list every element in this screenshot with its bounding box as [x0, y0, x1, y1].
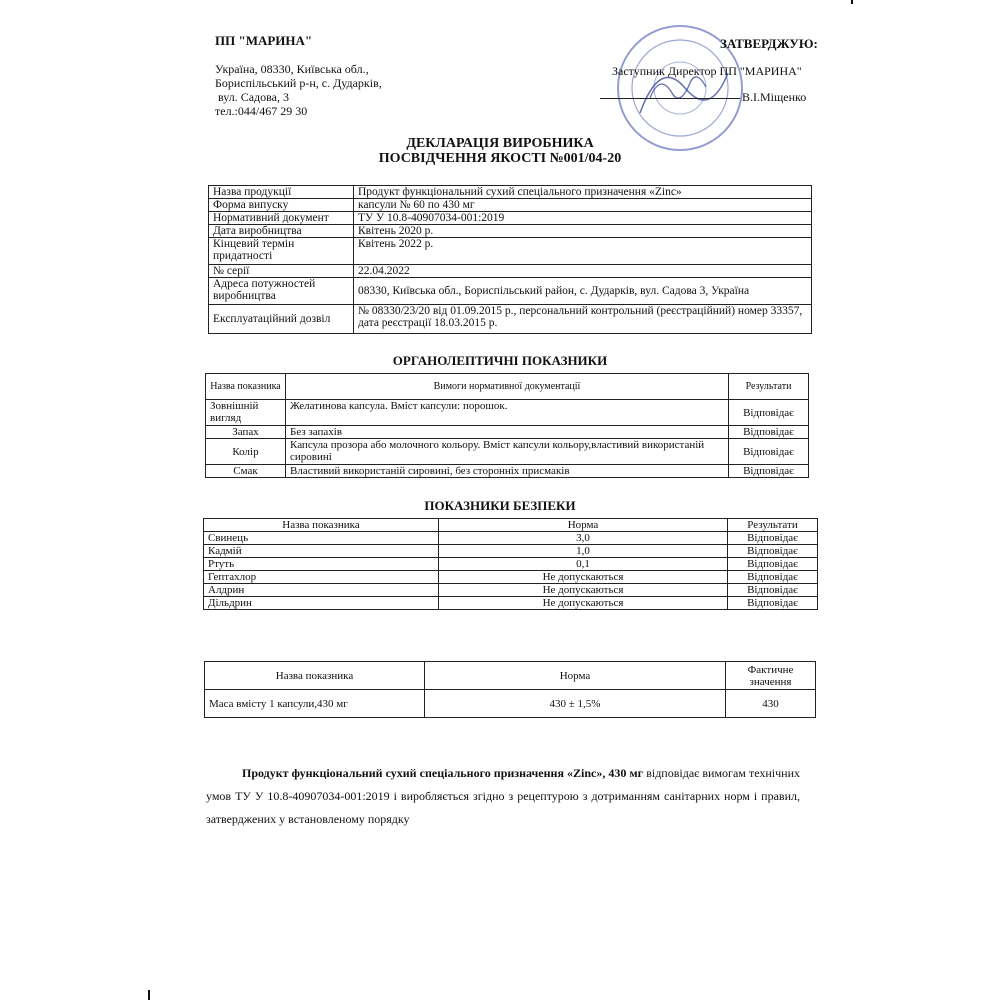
- indicator-name: Алдрин: [204, 584, 439, 597]
- row-value: Квітень 2022 р.: [354, 238, 812, 265]
- result: Відповідає: [728, 558, 818, 571]
- requirement: Без запахів: [286, 426, 729, 439]
- table-header-row: [204, 519, 818, 532]
- requirement: Властивий використаній сировині, без сторонніх присмаків: [286, 465, 729, 478]
- table-row: [204, 584, 818, 597]
- company-address: [215, 62, 382, 118]
- result: Відповідає: [728, 597, 818, 610]
- scan-mark: [851, 0, 853, 4]
- row-value: № 08330/23/20 від 01.09.2015 р., персональний контрольний (реєстраційний) номер 33357, дата реєстрації 18.03.2015 р.: [354, 305, 812, 334]
- table-header-row: [206, 374, 809, 400]
- conclusion-product: Продукт функціональний сухий спеціального призначення «Zinc», 430 мг: [242, 766, 644, 780]
- product-info-table: [208, 185, 812, 334]
- requirement: Капсула прозора або молочного кольору. Вміст капсули кольору,властивий використаній сировині: [286, 439, 729, 465]
- indicator-name: Зовнішній вигляд: [206, 400, 286, 426]
- result: Відповідає: [729, 439, 809, 465]
- column-header: Результати: [729, 374, 809, 400]
- norm: 3,0: [439, 532, 728, 545]
- table-row: [209, 305, 812, 334]
- row-value: Квітень 2020 р.: [354, 225, 812, 238]
- row-value: ТУ У 10.8-40907034-001:2019: [354, 212, 812, 225]
- table-row: [209, 199, 812, 212]
- indicator-name: Кадмій: [204, 545, 439, 558]
- column-header: Фактичне значення: [726, 662, 816, 690]
- column-header: Норма: [425, 662, 726, 690]
- document-subtitle: ПОСВІДЧЕННЯ ЯКОСТІ №001/04-20: [378, 151, 622, 166]
- indicator-name: Колір: [206, 439, 286, 465]
- actual-value: 430: [726, 690, 816, 718]
- mass-table: [204, 661, 816, 718]
- column-header: Результати: [728, 519, 818, 532]
- table-row: [205, 690, 816, 718]
- column-header: Назва показника: [205, 662, 425, 690]
- table-row: [209, 186, 812, 199]
- norm: Не допускаються: [439, 571, 728, 584]
- approver-role: Заступник Директор ПП "МАРИНА": [612, 64, 802, 78]
- phone: тел.:044/467 29 30: [215, 104, 308, 118]
- row-value: 08330, Київська обл., Бориспільський район, с. Дударків, вул. Садова 3, Україна: [354, 278, 812, 305]
- table-row: [206, 426, 809, 439]
- scan-mark: [148, 990, 150, 1000]
- safety-heading: ПОКАЗНИКИ БЕЗПЕКИ: [424, 498, 576, 513]
- table-row: [209, 212, 812, 225]
- column-header: Назва показника: [206, 374, 286, 400]
- conclusion-text: відповідає вимогам технічних умов ТУ У 10.8-40907034-001:2019 і виробляється згідно з рецептурою з дотриманням санітарних норм і правил, затверджених у встановленому порядку: [206, 766, 801, 826]
- table-header-row: [205, 662, 816, 690]
- norm: Не допускаються: [439, 597, 728, 610]
- result: Відповідає: [728, 571, 818, 584]
- indicator-name: Дільдрин: [204, 597, 439, 610]
- signature-line: [600, 98, 740, 99]
- address-line: Україна, 08330, Київська обл.,: [215, 62, 369, 76]
- table-row: [204, 558, 818, 571]
- norm: 430 ± 1,5%: [425, 690, 726, 718]
- table-row: [206, 439, 809, 465]
- row-label: Нормативний документ: [209, 212, 354, 225]
- row-label: Кінцевий термін придатності: [209, 238, 354, 265]
- conclusion-paragraph: [206, 762, 800, 831]
- document-title: ДЕКЛАРАЦІЯ ВИРОБНИКА: [406, 136, 594, 151]
- table-row: [204, 545, 818, 558]
- table-row: [209, 225, 812, 238]
- table-row: [204, 571, 818, 584]
- indicator-name: Маса вмісту 1 капсули,430 мг: [205, 690, 425, 718]
- column-header: Норма: [439, 519, 728, 532]
- address-line: Бориспільський р-н, с. Дударків,: [215, 76, 382, 90]
- row-label: Адреса потужностей виробництва: [209, 278, 354, 305]
- approver-name: В.І.Міщенко: [742, 90, 807, 104]
- indicator-name: Гептахлор: [204, 571, 439, 584]
- result: Відповідає: [729, 465, 809, 478]
- result: Відповідає: [729, 426, 809, 439]
- organoleptic-table: [205, 373, 809, 478]
- result: Відповідає: [728, 584, 818, 597]
- column-header: Назва показника: [204, 519, 439, 532]
- row-label: Назва продукції: [209, 186, 354, 199]
- indicator-name: Смак: [206, 465, 286, 478]
- result: Відповідає: [728, 532, 818, 545]
- result: Відповідає: [729, 400, 809, 426]
- company-name: ПП "МАРИНА": [215, 33, 313, 48]
- row-label: № серії: [209, 265, 354, 278]
- organoleptic-heading: ОРГАНОЛЕПТИЧНІ ПОКАЗНИКИ: [392, 353, 608, 368]
- table-row: [204, 532, 818, 545]
- row-value: 22.04.2022: [354, 265, 812, 278]
- indicator-name: Ртуть: [204, 558, 439, 571]
- address-line: вул. Садова, 3: [218, 90, 289, 104]
- row-value: Продукт функціональний сухий спеціального призначення «Zinc»: [354, 186, 812, 199]
- table-row: [209, 238, 812, 265]
- column-header: Вимоги нормативної документації: [286, 374, 729, 400]
- safety-table: [203, 518, 818, 610]
- indicator-name: Свинець: [204, 532, 439, 545]
- row-value: капсули № 60 по 430 мг: [354, 199, 812, 212]
- table-row: [209, 278, 812, 305]
- norm: 0,1: [439, 558, 728, 571]
- table-row: [206, 465, 809, 478]
- norm: Не допускаються: [439, 584, 728, 597]
- requirement: Желатинова капсула. Вміст капсули: порошок.: [286, 400, 729, 426]
- result: Відповідає: [728, 545, 818, 558]
- table-row: [209, 265, 812, 278]
- indicator-name: Запах: [206, 426, 286, 439]
- norm: 1,0: [439, 545, 728, 558]
- approve-label: ЗАТВЕРДЖУЮ:: [720, 36, 818, 51]
- row-label: Дата виробництва: [209, 225, 354, 238]
- row-label: Форма випуску: [209, 199, 354, 212]
- table-row: [204, 597, 818, 610]
- row-label: Експлуатаційний дозвіл: [209, 305, 354, 334]
- table-row: [206, 400, 809, 426]
